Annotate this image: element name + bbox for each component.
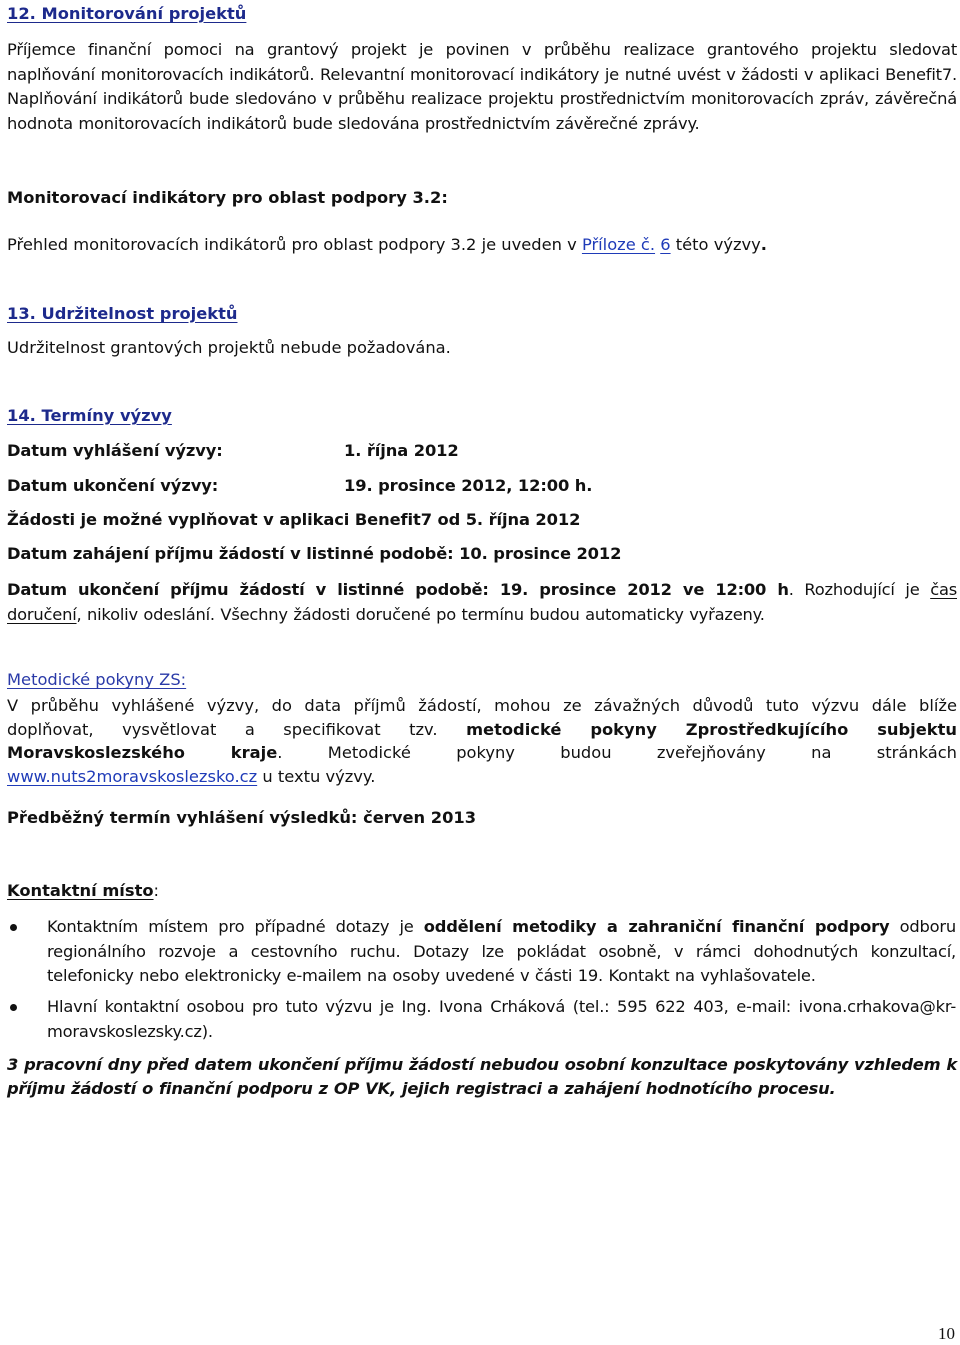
overview-dot: . xyxy=(760,235,767,254)
guidelines-line-1: V průběhu vyhlášené výzvy, do data příjmů žádostí, mohou ze závažných důvodů tuto výzvu dále blíže xyxy=(7,696,957,715)
closing-date-label: Datum ukončení výzvy: xyxy=(7,476,219,495)
guidelines-line-2-text: doplňovat, vysvětlovat a specifikovat tzv. xyxy=(7,719,467,739)
bullet-icon xyxy=(10,1004,17,1011)
online-application-line: Žádosti je možné vyplňovat v aplikaci Benefit7 od 5. října 2012 xyxy=(7,510,581,529)
guidelines-line-3 xyxy=(7,741,957,765)
contact-label: Kontaktní místo xyxy=(7,881,154,900)
contact-heading xyxy=(7,881,957,900)
contact-bullet-2 xyxy=(7,995,957,1044)
guidelines-line-2 xyxy=(7,718,957,742)
section-14-heading: 14. Termíny výzvy xyxy=(7,406,172,425)
annex-link[interactable]: Příloze č. xyxy=(581,235,656,254)
section-12-overview xyxy=(7,235,957,254)
section-13-heading: 13. Udržitelnost projektů xyxy=(7,304,238,323)
section-12-paragraph: Příjemce finanční pomoci na grantový projekt je povinen v průběhu realizace grantového projektu sledovat naplňování monitorovacích indikátorů. Relevantní monitorovací indikátory je nutné uvést v žádosti v aplikaci Benefit7. Naplňování indikátorů bude sledováno v průběhu realizace projektu prostřednictvím monitorovacích zpráv, závěrečná hodnota monitorovacích indikátorů bude sledována prostřednictvím závěrečné zprávy. xyxy=(7,40,957,133)
paper-intake-end-tail: , nikoliv odeslání. Všechny žádosti doručené po termínu budou automaticky vyřazeny. xyxy=(76,604,765,624)
consultation-notice: 3 pracovní dny před datem ukončení příjmu žádostí nebudou osobní konzultace poskytovány vzhledem k příjmu žádostí o finanční podporu z OP VK, jejich registraci a zahájení hodnotícího procesu. xyxy=(7,1055,957,1098)
bullet-1-post: odboru regionálního rozvoje a cestovního ruchu. Dotazy lze pokládat osobně, v rámci dohodnutých konzultací, telefonicky nebo elektronicky e-mailem na osoby uvedené v části 19. Kontakt na vyhlašovatele. xyxy=(47,917,957,985)
guidelines-paragraph xyxy=(7,694,957,788)
closing-date-value: 19. prosince 2012, 12:00 h. xyxy=(344,476,593,495)
section-12-heading: 12. Monitorování projektů xyxy=(7,4,247,23)
delivery-time-underline-2: doručení xyxy=(7,604,77,624)
delivery-time-underline-1: čas xyxy=(930,580,957,599)
results-date: Předběžný termín vyhlášení výsledků: červen 2013 xyxy=(7,808,477,827)
guidelines-line-3-text: . Metodické pokyny budou zveřejňovány na stránkách xyxy=(277,743,958,762)
guidelines-tail: u textu výzvy. xyxy=(257,766,376,786)
guidelines-line-4 xyxy=(7,765,957,789)
guidelines-line-2-bold: metodické pokyny Zprostředkujícího subjektu xyxy=(466,719,957,739)
contact-bullet-2-text: Hlavní kontaktní osobou pro tuto výzvu je Ing. Ivona Crháková (tel.: 595 622 403, e-mail: ivona.crhakova@kr-moravskoslezsky.cz). xyxy=(47,997,956,1041)
annex-number-link[interactable]: 6 xyxy=(660,235,671,254)
overview-tail: této výzvy xyxy=(670,235,761,254)
overview-text: Přehled monitorovacích indikátorů pro oblast podpory 3.2 je uveden v xyxy=(7,235,582,254)
announcement-date-row xyxy=(7,441,957,460)
announcement-date-value: 1. října 2012 xyxy=(344,441,459,460)
section-13-text: Udržitelnost grantových projektů nebude požadována. xyxy=(7,338,451,357)
section-12-subheading: Monitorovací indikátory pro oblast podpory 3.2: xyxy=(7,188,448,207)
nuts2-website-link[interactable]: www.nuts2moravskoslezsko.cz xyxy=(7,766,258,786)
bullet-icon xyxy=(10,924,17,931)
page-number: 10 xyxy=(938,1324,955,1343)
closing-date-row xyxy=(7,476,957,495)
guidelines-label: Metodické pokyny ZS: xyxy=(7,670,187,689)
contact-colon: : xyxy=(153,881,160,900)
paper-intake-start-line: Datum zahájení příjmu žádostí v listinné podobě: 10. prosince 2012 xyxy=(7,544,622,563)
contact-bullet-1 xyxy=(7,915,957,989)
paper-intake-end-text: Rozhodující je xyxy=(793,580,931,599)
paper-intake-end-paragraph xyxy=(7,578,957,627)
contact-bullet-1-text xyxy=(47,915,956,989)
announcement-date-label: Datum vyhlášení výzvy: xyxy=(7,441,223,460)
paper-intake-end-dot: . xyxy=(788,580,794,599)
bullet-1-pre: Kontaktním místem pro případné dotazy je xyxy=(47,917,424,936)
paper-intake-end-bold: Datum ukončení příjmu žádostí v listinné podobě: 19. prosince 2012 ve 12:00 h xyxy=(7,580,789,599)
bullet-1-bold: oddělení metodiky a zahraniční finanční podpory xyxy=(423,917,890,936)
guidelines-line-3-bold: Moravskoslezského kraje xyxy=(7,743,278,762)
